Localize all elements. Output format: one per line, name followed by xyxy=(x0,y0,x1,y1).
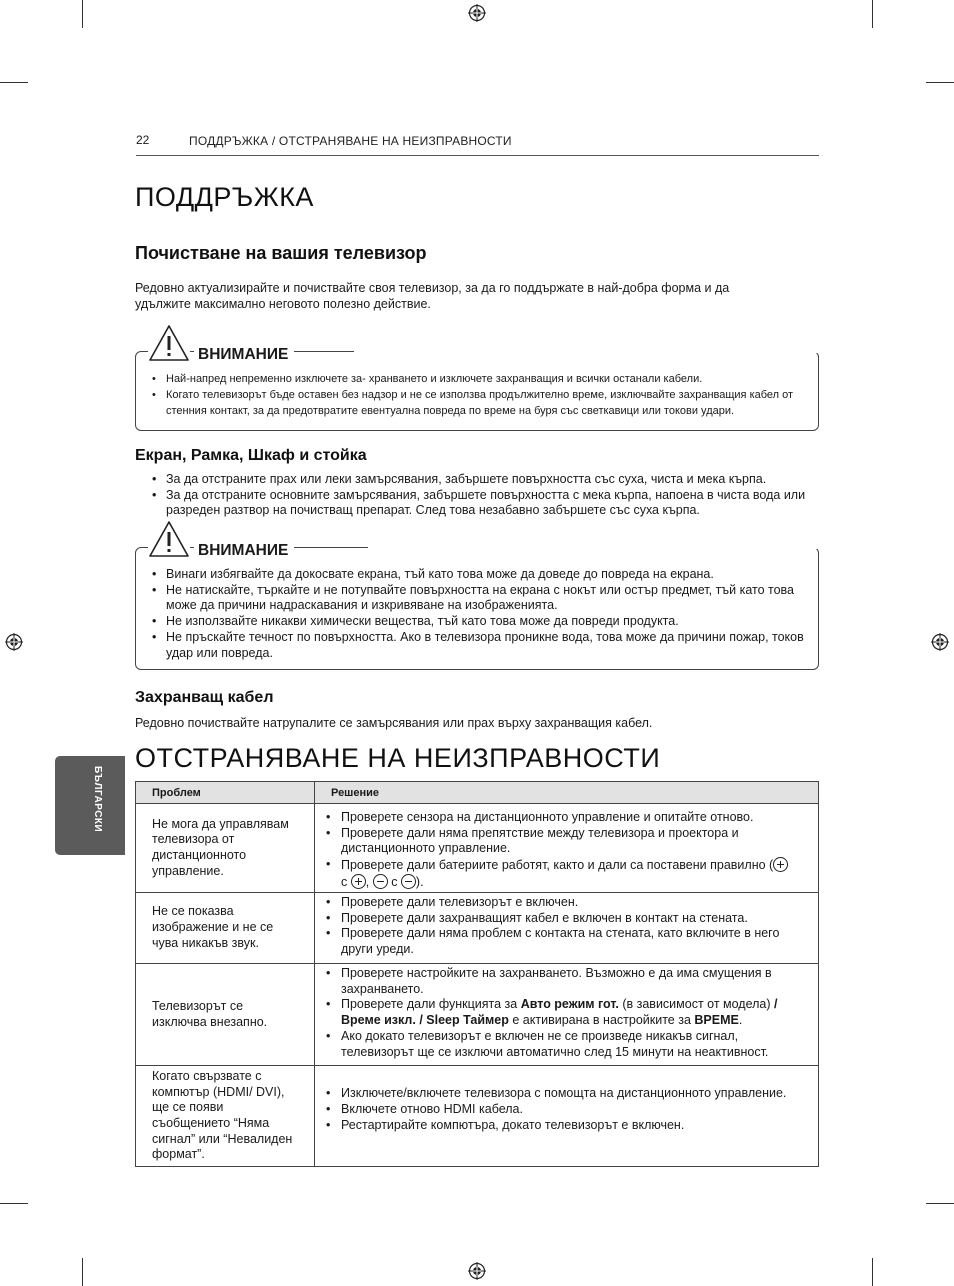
list-item: • Рестартирайте компютъра, докато телевизорът е включен. xyxy=(325,1118,810,1134)
maintenance-title: ПОДДРЪЖКА xyxy=(135,182,314,212)
table-row xyxy=(136,964,819,1066)
troubleshooting-table xyxy=(135,781,819,1167)
caution-box xyxy=(135,346,819,431)
caution-list xyxy=(150,567,810,661)
caution-label: ВНИМАНИЕ xyxy=(194,542,294,560)
registration-mark-icon xyxy=(931,633,949,651)
problem-cell: Телевизорът се изключва внезапно. xyxy=(136,964,315,1066)
caution-box xyxy=(135,542,819,670)
list-item: • Проверете дали няма проблем с контакта на стената, като включите в него други уреди. xyxy=(325,926,810,957)
solution-cell xyxy=(315,964,819,1066)
problem-cell: Не мога да управлявам телевизора от дистанционното управление. xyxy=(136,804,315,893)
screen-heading: Екран, Рамка, Шкаф и стойка xyxy=(135,447,367,464)
power-cable-heading: Захранващ кабел xyxy=(135,689,274,706)
list-item: • За да отстраните прах или леки замърсявания, забършете повърхността със суха, чиста и мека кърпа. xyxy=(150,472,818,488)
column-header-problem: Проблем xyxy=(136,782,315,804)
list-item: • Проверете дали захранващият кабел е включен в контакт на стената. xyxy=(325,911,810,927)
list-item: • Проверете сензора на дистанционното управление и опитайте отново. xyxy=(325,810,810,826)
minus-circle-icon xyxy=(373,874,388,889)
language-label: БЪЛГАРСКИ xyxy=(92,766,103,833)
screen-care-list xyxy=(150,472,818,519)
list-item: • Проверете дали батериите работят, както и дали са поставени правилно ( с , с ). xyxy=(325,857,810,890)
registration-mark-icon xyxy=(5,633,23,651)
problem-cell: Не се показва изображение и не се чува никакъв звук. xyxy=(136,893,315,964)
table-row xyxy=(136,804,819,893)
list-item: • Включете отново HDMI кабела. xyxy=(325,1102,810,1118)
plus-circle-icon xyxy=(773,857,788,872)
cleaning-heading: Почистване на вашия телевизор xyxy=(135,243,427,263)
list-item: • Не използвайте никакви химически вещества, тъй като това може да повреди продукта. xyxy=(150,614,810,630)
table-row xyxy=(136,893,819,964)
caution-label: ВНИМАНИЕ xyxy=(194,346,294,364)
running-title: ПОДДРЪЖКА / ОТСТРАНЯВАНЕ НА НЕИЗПРАВНОСТИ xyxy=(189,134,512,148)
registration-mark-icon xyxy=(468,4,486,22)
page-number: 22 xyxy=(136,133,150,147)
solution-cell xyxy=(315,804,819,893)
list-item: • Ако докато телевизорът е включен не се произведе никакъв сигнал, телевизорът ще се изключи автоматично след 15 минути на неактивност. xyxy=(325,1029,810,1060)
minus-circle-icon xyxy=(401,874,416,889)
crop-mark xyxy=(0,1203,28,1204)
table-row xyxy=(136,1066,819,1167)
list-item: • Проверете настройките на захранването. Възможно е да има смущения в захранването. xyxy=(325,966,810,997)
caution-list xyxy=(150,371,810,419)
header-divider xyxy=(136,155,819,156)
list-item: • За да отстраните основните замърсявания, забършете повърхността с мека кърпа, напоена в чиста вода или разреден разтвор на почистващ препарат. След това незабавно забършете със суха кърпа. xyxy=(150,488,818,519)
crop-mark xyxy=(926,82,954,83)
warning-triangle-icon xyxy=(148,520,190,558)
list-item: • Когато телевизорът бъде оставен без надзор и не се използва продължително време, изключвайте захранващия кабел от стенния контакт, за да предотвратите евентуална повреда по време на буря със светкавици или токови удари. xyxy=(150,387,810,419)
list-item: • Не натискайте, търкайте и не потупвайте повърхността на екрана с нокът или остър предмет, тъй като това може да причини надраскавания и изкривяване на изображенията. xyxy=(150,583,810,614)
plus-circle-icon xyxy=(351,874,366,889)
list-item: • Изключете/включете телевизора с помощта на дистанционното управление. xyxy=(325,1086,810,1102)
troubleshooting-title: ОТСТРАНЯВАНЕ НА НЕИЗПРАВНОСТИ xyxy=(135,743,661,773)
cleaning-intro: Редовно актуализирайте и почиствайте своя телевизор, за да го поддържате в най-добра форма и да удължите максимално неговото полезно действие. xyxy=(135,281,730,311)
crop-mark xyxy=(872,0,873,28)
crop-mark xyxy=(0,82,28,83)
solution-cell xyxy=(315,893,819,964)
warning-triangle-icon xyxy=(148,324,190,362)
list-item: • Проверете дали функцията за Авто режим гот. (в зависимост от модела) / Време изкл. / Sleep Таймер е активирана в настройките за ВРЕМЕ. xyxy=(325,997,810,1028)
power-cable-text: Редовно почиствайте натрупалите се замърсявания или прах върху захранващия кабел. xyxy=(135,716,653,730)
language-side-tab xyxy=(55,756,125,855)
crop-mark xyxy=(926,1203,954,1204)
solution-cell xyxy=(315,1066,819,1167)
list-item: • Най-напред непременно изключете за- хранването и изключете захранващия и всички останали кабели. xyxy=(150,371,810,387)
crop-mark xyxy=(82,1258,83,1286)
crop-mark xyxy=(82,0,83,28)
registration-mark-icon xyxy=(468,1262,486,1280)
problem-cell: Когато свързвате с компютър (HDMI/ DVI), ще се появи съобщението “Няма сигнал” или “Невалиден формат”. xyxy=(136,1066,315,1167)
column-header-solution: Решение xyxy=(315,782,819,804)
list-item: • Не пръскайте течност по повърхността. Ако в телевизора проникне вода, това може да причини пожар, токов удар или повреда. xyxy=(150,630,810,661)
list-item: • Проверете дали телевизорът е включен. xyxy=(325,895,810,911)
list-item: • Винаги избягвайте да докосвате екрана, тъй като това може да доведе до повреда на екрана. xyxy=(150,567,810,583)
table-header-row xyxy=(136,782,819,804)
crop-mark xyxy=(872,1258,873,1286)
list-item: • Проверете дали няма препятствие между телевизора и проектора и дистанционното управление. xyxy=(325,826,810,857)
